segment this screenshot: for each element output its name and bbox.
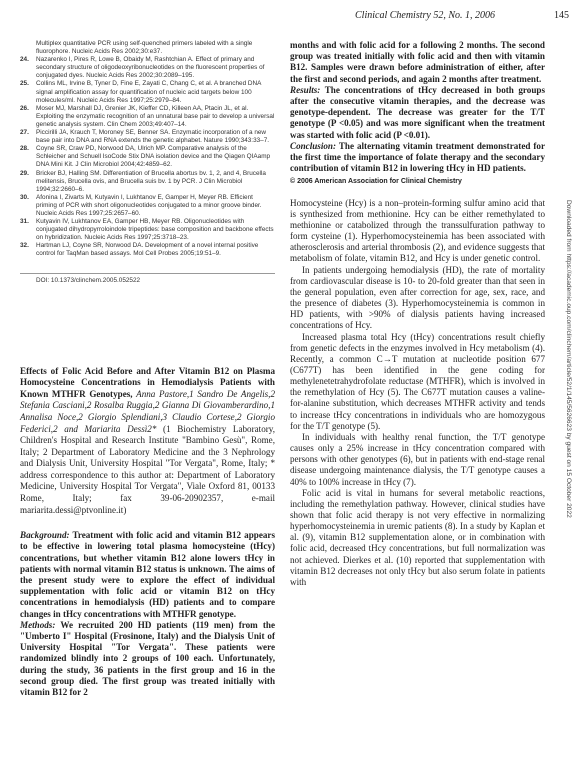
right-column [290,40,545,588]
abstract-results: Results: The concentrations of tHcy decreased in both groups after the consecutive vitamin therapies, and the decrease was genotype-dependent. The decrease was greater for the T/T genotype (P <0.05) and was more significant when the treatment was started with folic acid (P <0.01). [290,84,546,140]
abstract-background: Background: Treatment with folic acid and vitamin B12 appears to be effective in lowering total plasma homocysteine (tHcy) concentrations, but whether vitamin B12 alone lowers tHcy in patients with normal vitamin B12 status is unknown. The aims of the present study were to explore the effect of individual supplementation with folic acid or vitamin B12 on tHcy concentrations in hemodialysis (HD) patients and to compare changes in tHcy concentrations with MTHFR genotype. [20,530,276,619]
abstract-right [290,40,545,188]
reference-item: 24. Nazarenko I, Pires R, Lowe B, Obaidy M, Rashtchian A. Effect of primary and secondary structure of oligodeoxyribonucleotides on the fluorescent properties of conjugated dyes. Nucleic Acids Res 2002;30:2089–195. [20,56,265,80]
page-number: 145 [554,10,569,21]
article-body [290,198,545,588]
copyright-notice: © 2006 American Association for Clinical Chemistry [290,178,462,186]
reference-item: 25. Collins ML, Irvine B, Tyner D, Fine E, Zayati C, Chang C, et al. A branched DNA signal amplification assay for quantification of nucleic acid targets below 100 molecules/ml. Nucleic Acids Res 1997;25:2979–84. [20,80,262,104]
reference-item: 31. Kutyavin IV, Lukhtanov EA, Gamper HB, Meyer RB. Oligonucleotides with conjugated dihydropyrroloindole tripeptides: base composition and backbone effects on hybridization. Nucleic Acids Res 1997;25:3718–23. [20,218,274,242]
left-column [20,40,275,698]
article-affiliation: (1 Biochemistry Laboratory, Children's Hospital and Research Institute "Bambino Gesù", Rome, Italy; 2 Department of Laboratory Medicine and the 3 Nephrology and Dialysis Unit, University Hospital "Tor Vergata", Rome, Italy; * address correspondence to this author at: Department of Laboratory Medicine, University Hospital Tor Vergata", Viale Oxford 81, 00133 Rome, Italy; fax 39-06-20902357, e-mail mariarita.dessi@ptvonline.it) [20,423,275,515]
abstract-left [20,530,275,698]
reference-item: 26. Moser MJ, Marshall DJ, Grenier JK, Kieffer CD, Killeen AA, Ptacin JL, et al. Exploiting the enzymatic recognition of an unnatural base pair to develop a universal genetic analysis system. Clin Chem 2003;49:407–14. [20,104,275,128]
reference-continued: Multiplex quantitative PCR using self-quenched primers labeled with a single fluorophore. Nucleic Acids Res 2002;30:e37. [36,40,253,56]
body-paragraph: In individuals with healthy renal function, the T/T genotype causes only a 25% increase in tHcy concentration compared with persons with other genotypes (6), but in patients with end-stage renal disease undergoing maintenance dialysis, the T/T genotype causes a 40% to 100% increase in tHcy (7). [290,431,545,487]
abstract-methods: Methods: We recruited 200 HD patients (119 men) from the "Umberto I" Hospital (Frosinone, Italy) and the Dialysis Unit of University Hospital "Tor Vergata". These patients were randomized blindly into 2 groups of 100 each. Unfortunately, during the study, 36 patients in the first group and 16 in the second group died. The first group was treated initially with vitamin B12 for 2 [20,619,276,698]
article-heading [20,366,275,517]
reference-item: 28. Coyne SR, Craw PD, Norwood DA, Ulrich MP. Comparative analysis of the Schleicher and Schuell IsoCode Stix DNA isolation device and the Qiagen QIAamp DNA Mini Kit. J Clin Microbiol 2004;42:4859–62. [20,145,271,169]
abstract-methods-continued: months and with folic acid for a following 2 months. The second group was treated initially with folic acid and then with vitamin B12. Samples were drawn before administration of either, after the first and second periods, and again 2 months after treatment. [290,40,545,84]
journal-citation: Clinical Chemistry 52, No. 1, 2006 [355,10,495,21]
page-header [0,10,585,24]
doi: DOI: 10.1373/clinchem.2005.052522 [20,273,275,284]
abstract-conclusion: Conclusion: The alternating vitamin treatment demonstrated for the first time the importance of folate therapy and the secondary contribution of vitamin B12 in lowering tHcy in HD patients. [290,140,546,174]
article-authors: Anna Pastore,1 Sandro De Angelis,2 Stefania Casciani,2 Rosalba Ruggia,2 Gianna Di Giovamberardino,1 Annalisa Noce,2 Giorgio Splendiani,3 Claudio Cortese,2 Giorgio Federici,2 and Mariarita Dessì2* [20,388,275,434]
body-paragraph: In patients undergoing hemodialysis (HD), the rate of mortality from cardiovascular disease is 10- to 20-fold greater than that seen in the general population, even after correction for age, sex, race, and the presence of diabetes (3). Hyperhomocysteinemia is common in HD patients, with >90% of dialysis patients having increased concentrations of Hcy. [290,264,545,331]
reference-item: 32. Hartman LJ, Coyne SR, Norwood DA. Development of a novel internal positive control for TaqMan based assays. Mol Cell Probes 2005;19:51–9. [20,242,259,258]
reference-item: 30. Afonina I, Zivarts M, Kutyavin I, Lukhtanov E, Gamper H, Meyer RB. Efficient priming of PCR with short oligonucleotides conjugated to a minor groove binder. Nucleic Acids Res 1997;25:2657–60. [20,193,262,217]
article-title: Effects of Folic Acid Before and After Vitamin B12 on Plasma Homocysteine Concentrations in Hemodialysis Patients with Known MTHFR Genotypes, [20,365,275,399]
reference-item: 29. Bricker BJ, Halling SM. Differentiation of Brucella abortus bv. 1, 2, and 4, Brucella melitensis, Brucella ovis, and Brucella suis bv. 1 by PCR. J Clin Microbiol 1994;32:2660–6. [20,169,266,193]
reference-item: 27. Piccirilli JA, Krauch T, Moroney SE, Benner SA. Enzymatic incorporation of a new base pair into DNA and RNA extends the genetic alphabet. Nature 1990;343:33–7. [20,129,270,145]
download-watermark: Downloaded from https://academic.oup.com/clinchem/article/52/1/145/5626623 by guest on 15 October 2022 [565,200,572,518]
reference-list [20,40,275,259]
body-paragraph: Folic acid is vital in humans for several metabolic reactions, including the remethylation pathway. However, clinical studies have shown that folic acid therapy is not very effective in normalizing hyperhomocysteinemia in uremic patients (8). In a study by Kaplan et al. (9), vitamin B12 supplementation alone, or in combination with folic acid, decreased tHcy concentrations, but full normalization was not achieved. Dierkes et al. (10) reported that supplementation with vitamin B12 decreases not only tHcy but also serum folate in patients with [290,487,545,587]
body-paragraph: Homocysteine (Hcy) is a non–protein-forming sulfur amino acid that is synthesized from methionine. Hcy can be either remethylated to methionine or catabolized through the transsulfuration pathway to form cysteine (1). Hyperhomocysteinemia has been associated with atherosclerosis and arterial thrombosis (2), and evidence suggests that metabolism of folate, vitamin B12, and Hcy is under genetic control. [290,197,545,264]
body-paragraph: Increased plasma total Hcy (tHcy) concentrations result chiefly from genetic defects in the enzymes involved in Hcy metabolism (4). Recently, a common C→T mutation at nucleotide position 677 (C677T) has been identified in the gene coding for methylenetetrahydrofolate reductase (MTHFR), which is involved in the remethylation of Hcy (5). The C677T mutation causes a valine-for-alanine substitution, which decreases MTHFR activity and tends to increase tHcy concentrations in individuals who are homozygous for the T/T genotype (5). [290,331,545,431]
